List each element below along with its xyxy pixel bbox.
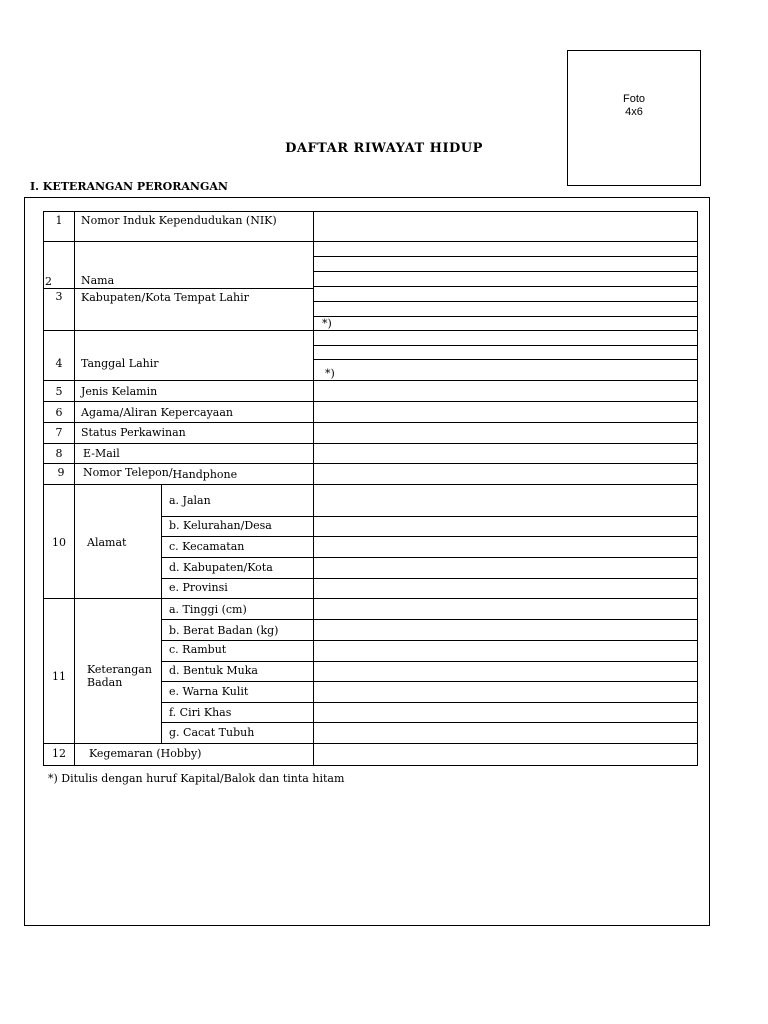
photo-placeholder-text — [568, 93, 700, 119]
row-11-number: 11 — [52, 670, 66, 683]
birthdate-label: Tanggal Lahir — [81, 357, 159, 370]
distinguishing-mark-field[interactable] — [314, 703, 697, 722]
birthplace-field[interactable] — [314, 287, 697, 330]
religion-field[interactable] — [314, 402, 697, 422]
face-shape-field[interactable] — [314, 662, 697, 681]
hobby-label: Kegemaran (Hobby) — [89, 747, 202, 760]
birthplace-uppercase-mark: *) — [322, 317, 332, 330]
hobby-field[interactable] — [314, 744, 697, 765]
footnote: *) Ditulis dengan huruf Kapital/Balok dan tinta hitam — [48, 772, 345, 785]
name-label: Nama — [81, 274, 115, 287]
height-field[interactable] — [314, 599, 697, 619]
row-7-number: 7 — [55, 426, 63, 439]
photo-box — [567, 50, 701, 186]
birthdate-uppercase-mark: *) — [325, 367, 335, 380]
address-village-label: b. Kelurahan/Desa — [169, 519, 272, 532]
height-label: a. Tinggi (cm) — [169, 603, 247, 616]
row-5-number: 5 — [55, 385, 63, 398]
row-6-number: 6 — [55, 406, 63, 419]
row-8-number: 8 — [55, 447, 63, 460]
name-field[interactable] — [314, 242, 697, 286]
address-village-field[interactable] — [314, 517, 697, 536]
address-street-label: a. Jalan — [169, 494, 211, 507]
weight-label: b. Berat Badan (kg) — [169, 624, 279, 637]
gender-label: Jenis Kelamin — [81, 385, 158, 398]
address-city-label: d. Kabupaten/Kota — [169, 561, 273, 574]
religion-label: Agama/Aliran Kepercayaan — [81, 406, 233, 419]
photo-size-label: 4x6 — [625, 106, 643, 118]
address-district-label: c. Kecamatan — [169, 540, 245, 553]
distinguishing-mark-label: f. Ciri Khas — [169, 706, 232, 719]
nik-label: Nomor Induk Kependudukan (NIK) — [81, 214, 277, 227]
photo-label: Foto — [622, 93, 645, 105]
address-province-field[interactable] — [314, 579, 697, 598]
document-title: DAFTAR RIWAYAT HIDUP — [285, 141, 483, 156]
row-9-number: 9 — [57, 466, 65, 479]
disability-label: g. Cacat Tubuh — [169, 726, 255, 739]
body-info-label-line1: Keterangan — [87, 663, 152, 676]
email-label: E-Mail — [83, 447, 120, 460]
phone-label-main: Nomor Telepon/ — [83, 466, 173, 479]
row-4-number: 4 — [55, 357, 63, 370]
face-shape-label: d. Bentuk Muka — [169, 664, 258, 677]
nik-field[interactable] — [314, 212, 697, 241]
marital-status-field[interactable] — [314, 423, 697, 443]
address-city-field[interactable] — [314, 558, 697, 578]
row-2-number: 2 — [45, 275, 52, 288]
disability-field[interactable] — [314, 723, 697, 743]
email-field[interactable] — [314, 444, 697, 463]
address-province-label: e. Provinsi — [169, 581, 228, 594]
weight-field[interactable] — [314, 620, 697, 640]
birthplace-label: Kabupaten/Kota Tempat Lahir — [81, 291, 249, 304]
skin-color-label: e. Warna Kulit — [169, 685, 249, 698]
section-title: I. KETERANGAN PERORANGAN — [30, 180, 228, 193]
marital-status-label: Status Perkawinan — [81, 426, 186, 439]
address-label: Alamat — [87, 536, 127, 549]
row-10-number: 10 — [52, 536, 66, 549]
address-district-field[interactable] — [314, 537, 697, 557]
hair-field[interactable] — [314, 641, 697, 661]
row-12-number: 12 — [52, 747, 66, 760]
body-info-label-line2: Badan — [87, 676, 123, 689]
phone-label-suffix: Handphone — [172, 468, 238, 481]
row-1-number: 1 — [55, 214, 63, 227]
phone-label — [83, 466, 237, 479]
birthdate-field[interactable] — [314, 331, 697, 379]
skin-color-field[interactable] — [314, 682, 697, 702]
address-street-field[interactable] — [314, 485, 697, 516]
row-3-number: 3 — [55, 290, 63, 303]
phone-field[interactable] — [314, 464, 697, 484]
gender-field[interactable] — [314, 381, 697, 401]
hair-label: c. Rambut — [169, 643, 227, 656]
